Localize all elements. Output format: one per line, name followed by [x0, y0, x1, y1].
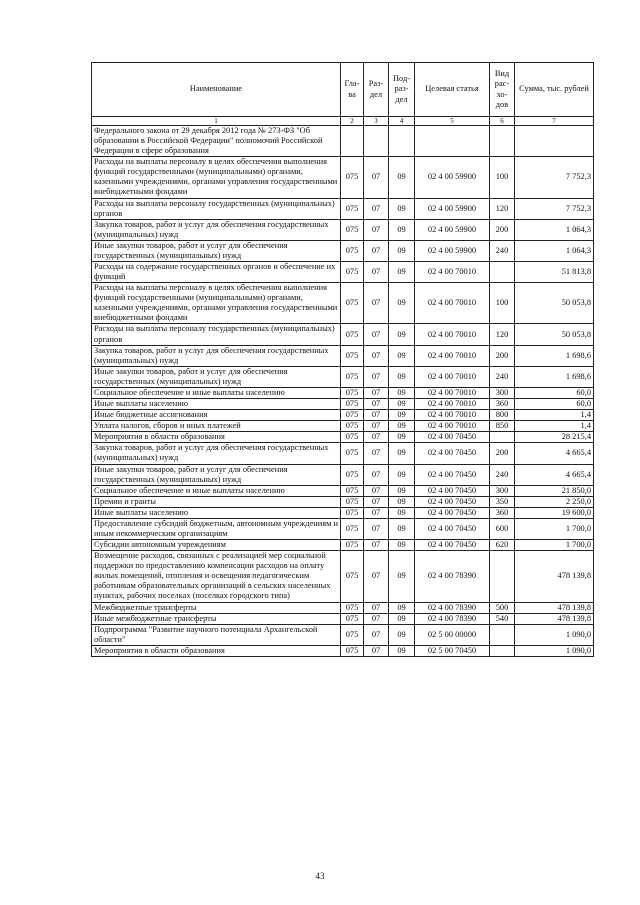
row-podrazdel: 09 — [389, 399, 415, 410]
row-summa: 478 139,8 — [515, 613, 594, 624]
column-number: 1 — [92, 117, 341, 126]
row-razdel: 07 — [364, 399, 389, 410]
row-statya: 02 4 00 70010 — [415, 324, 490, 345]
row-glava: 075 — [341, 602, 364, 613]
row-razdel: 07 — [364, 421, 389, 432]
row-glava: 075 — [341, 551, 364, 602]
row-name: Межбюджетные трансферты — [92, 602, 341, 613]
row-statya: 02 4 00 59900 — [415, 198, 490, 219]
row-statya: 02 4 00 70010 — [415, 421, 490, 432]
row-vid: 300 — [490, 387, 515, 398]
header-statya: Целевая статья — [415, 63, 490, 117]
row-podrazdel: 09 — [389, 602, 415, 613]
table-row — [92, 624, 594, 645]
table-row — [92, 399, 594, 410]
row-glava: 075 — [341, 387, 364, 398]
table-row — [92, 551, 594, 602]
row-name: Иные выплаты населению — [92, 399, 341, 410]
row-summa — [515, 126, 594, 157]
row-glava: 075 — [341, 198, 364, 219]
column-number: 5 — [415, 117, 490, 126]
table-row — [92, 518, 594, 539]
row-statya: 02 5 00 00000 — [415, 624, 490, 645]
row-podrazdel: 09 — [389, 366, 415, 387]
row-summa: 50 053,8 — [515, 283, 594, 324]
row-statya: 02 4 00 59900 — [415, 219, 490, 240]
row-statya: 02 4 00 70450 — [415, 485, 490, 496]
row-statya: 02 4 00 70010 — [415, 399, 490, 410]
row-summa: 478 139,8 — [515, 551, 594, 602]
row-summa: 1 090,0 — [515, 624, 594, 645]
row-name: Закупка товаров, работ и услуг для обеспечения государственных (муниципальных) нужд — [92, 345, 341, 366]
row-name: Федерального закона от 29 декабря 2012 года № 273-ФЗ "Об образовании в Российской Федерации" полномочий Российской Федерации в сфере образования — [92, 126, 341, 157]
row-glava: 075 — [341, 421, 364, 432]
row-vid — [490, 126, 515, 157]
row-podrazdel — [389, 126, 415, 157]
row-podrazdel: 09 — [389, 157, 415, 198]
row-statya: 02 4 00 78390 — [415, 602, 490, 613]
row-glava: 075 — [341, 540, 364, 551]
row-razdel: 07 — [364, 387, 389, 398]
row-name: Иные закупки товаров, работ и услуг для обеспечения государственных (муниципальных) нужд — [92, 240, 341, 261]
row-vid: 200 — [490, 219, 515, 240]
row-razdel: 07 — [364, 507, 389, 518]
header-glava: Гла-ва — [341, 63, 364, 117]
table-row — [92, 421, 594, 432]
row-podrazdel: 09 — [389, 496, 415, 507]
row-razdel — [364, 126, 389, 157]
column-number: 3 — [364, 117, 389, 126]
table-row — [92, 219, 594, 240]
row-vid: 600 — [490, 518, 515, 539]
table-row — [92, 613, 594, 624]
table-row — [92, 443, 594, 464]
row-statya: 02 4 00 70450 — [415, 496, 490, 507]
header-summa: Сумма, тыс. рублей — [515, 63, 594, 117]
row-name: Субсидии автономным учреждениям — [92, 540, 341, 551]
row-glava: 075 — [341, 157, 364, 198]
table-body — [92, 126, 594, 657]
row-summa: 4 665,4 — [515, 443, 594, 464]
row-glava: 075 — [341, 366, 364, 387]
row-razdel: 07 — [364, 262, 389, 283]
column-number: 7 — [515, 117, 594, 126]
row-vid: 360 — [490, 399, 515, 410]
row-vid: 240 — [490, 240, 515, 261]
row-name: Иные бюджетные ассигнования — [92, 410, 341, 421]
row-statya: 02 4 00 70450 — [415, 518, 490, 539]
row-razdel: 07 — [364, 518, 389, 539]
row-statya: 02 4 00 70010 — [415, 283, 490, 324]
row-razdel: 07 — [364, 366, 389, 387]
row-razdel: 07 — [364, 410, 389, 421]
row-podrazdel: 09 — [389, 485, 415, 496]
row-statya: 02 4 00 70010 — [415, 262, 490, 283]
row-vid: 300 — [490, 485, 515, 496]
row-statya: 02 4 00 70450 — [415, 464, 490, 485]
row-vid: 200 — [490, 443, 515, 464]
row-glava — [341, 126, 364, 157]
table-row — [92, 602, 594, 613]
row-glava: 075 — [341, 345, 364, 366]
row-vid: 120 — [490, 324, 515, 345]
row-podrazdel: 09 — [389, 551, 415, 602]
row-glava: 075 — [341, 464, 364, 485]
row-vid: 620 — [490, 540, 515, 551]
table-row — [92, 540, 594, 551]
row-vid: 350 — [490, 496, 515, 507]
table-row — [92, 324, 594, 345]
row-razdel: 07 — [364, 540, 389, 551]
row-podrazdel: 09 — [389, 613, 415, 624]
row-name: Расходы на выплаты персоналу государственных (муниципальных) органов — [92, 324, 341, 345]
row-vid: 200 — [490, 345, 515, 366]
row-podrazdel: 09 — [389, 345, 415, 366]
row-glava: 075 — [341, 219, 364, 240]
row-statya: 02 4 00 59900 — [415, 157, 490, 198]
row-name: Иные межбюджетные трансферты — [92, 613, 341, 624]
row-razdel: 07 — [364, 496, 389, 507]
row-summa: 1 700,0 — [515, 540, 594, 551]
table-row — [92, 366, 594, 387]
row-vid: 360 — [490, 507, 515, 518]
table-row — [92, 240, 594, 261]
row-name: Расходы на выплаты персоналу государственных (муниципальных) органов — [92, 198, 341, 219]
table-row — [92, 496, 594, 507]
row-vid: 100 — [490, 283, 515, 324]
column-number: 6 — [490, 117, 515, 126]
row-razdel: 07 — [364, 645, 389, 656]
row-podrazdel: 09 — [389, 283, 415, 324]
row-summa: 1 064,3 — [515, 219, 594, 240]
row-summa: 21 850,0 — [515, 485, 594, 496]
row-podrazdel: 09 — [389, 324, 415, 345]
row-glava: 075 — [341, 410, 364, 421]
row-razdel: 07 — [364, 624, 389, 645]
row-statya: 02 4 00 70450 — [415, 432, 490, 443]
row-summa: 51 813,8 — [515, 262, 594, 283]
row-glava: 075 — [341, 624, 364, 645]
row-summa: 60,0 — [515, 399, 594, 410]
row-name: Социальное обеспечение и иные выплаты населению — [92, 485, 341, 496]
row-podrazdel: 09 — [389, 518, 415, 539]
header-vid: Вид рас-хо-дов — [490, 63, 515, 117]
table-row — [92, 126, 594, 157]
row-name: Расходы на выплаты персоналу в целях обеспечения выполнения функций государственными (муниципальными) органами, казенными учреждениями, органами управления государственными внебюджетными фондами — [92, 283, 341, 324]
row-name: Уплата налогов, сборов и иных платежей — [92, 421, 341, 432]
table-row — [92, 283, 594, 324]
row-glava: 075 — [341, 443, 364, 464]
row-summa: 7 752,3 — [515, 157, 594, 198]
row-podrazdel: 09 — [389, 198, 415, 219]
row-vid: 240 — [490, 464, 515, 485]
row-name: Иные закупки товаров, работ и услуг для обеспечения государственных (муниципальных) нужд — [92, 366, 341, 387]
row-podrazdel: 09 — [389, 507, 415, 518]
column-number-row — [92, 117, 594, 126]
row-vid — [490, 645, 515, 656]
row-glava: 075 — [341, 432, 364, 443]
row-podrazdel: 09 — [389, 624, 415, 645]
budget-table — [91, 62, 594, 657]
header-name: Наименование — [92, 63, 341, 117]
row-vid: 100 — [490, 157, 515, 198]
row-summa: 50 053,8 — [515, 324, 594, 345]
row-name: Закупка товаров, работ и услуг для обеспечения государственных (муниципальных) нужд — [92, 219, 341, 240]
table-row — [92, 262, 594, 283]
row-summa: 2 250,0 — [515, 496, 594, 507]
row-summa: 1,4 — [515, 410, 594, 421]
row-summa: 1,4 — [515, 421, 594, 432]
row-razdel: 07 — [364, 283, 389, 324]
row-summa: 1 698,6 — [515, 345, 594, 366]
row-summa: 60,0 — [515, 387, 594, 398]
row-podrazdel: 09 — [389, 540, 415, 551]
header-podrazdel: Под-раз-дел — [389, 63, 415, 117]
row-razdel: 07 — [364, 464, 389, 485]
row-statya: 02 4 00 70010 — [415, 410, 490, 421]
row-statya: 02 4 00 70010 — [415, 366, 490, 387]
row-glava: 075 — [341, 645, 364, 656]
row-summa: 1 698,6 — [515, 366, 594, 387]
row-vid: 240 — [490, 366, 515, 387]
row-razdel: 07 — [364, 432, 389, 443]
row-summa: 1 064,3 — [515, 240, 594, 261]
table-row — [92, 464, 594, 485]
row-razdel: 07 — [364, 485, 389, 496]
page-number: 43 — [315, 871, 325, 881]
row-statya: 02 4 00 78390 — [415, 551, 490, 602]
row-glava: 075 — [341, 240, 364, 261]
row-vid: 800 — [490, 410, 515, 421]
row-podrazdel: 09 — [389, 219, 415, 240]
row-glava: 075 — [341, 262, 364, 283]
table-row — [92, 198, 594, 219]
row-statya: 02 4 00 70010 — [415, 345, 490, 366]
row-glava: 075 — [341, 283, 364, 324]
row-name: Иные выплаты населению — [92, 507, 341, 518]
row-razdel: 07 — [364, 551, 389, 602]
row-name: Подпрограмма "Развитие научного потенциала Архангельской области" — [92, 624, 341, 645]
row-podrazdel: 09 — [389, 410, 415, 421]
row-razdel: 07 — [364, 240, 389, 261]
row-name: Иные закупки товаров, работ и услуг для обеспечения государственных (муниципальных) нужд — [92, 464, 341, 485]
table-row — [92, 432, 594, 443]
column-number: 4 — [389, 117, 415, 126]
row-podrazdel: 09 — [389, 421, 415, 432]
row-statya: 02 4 00 78390 — [415, 613, 490, 624]
row-vid — [490, 624, 515, 645]
table-row — [92, 157, 594, 198]
table-row — [92, 410, 594, 421]
row-razdel: 07 — [364, 157, 389, 198]
table-row — [92, 645, 594, 656]
row-statya — [415, 126, 490, 157]
row-razdel: 07 — [364, 613, 389, 624]
row-razdel: 07 — [364, 324, 389, 345]
row-summa: 1 090,0 — [515, 645, 594, 656]
row-glava: 075 — [341, 324, 364, 345]
row-podrazdel: 09 — [389, 464, 415, 485]
header-row — [92, 63, 594, 117]
row-summa: 1 700,0 — [515, 518, 594, 539]
row-razdel: 07 — [364, 219, 389, 240]
row-name: Мероприятия в области образования — [92, 645, 341, 656]
row-statya: 02 4 00 70450 — [415, 540, 490, 551]
row-statya: 02 4 00 70450 — [415, 443, 490, 464]
row-vid — [490, 262, 515, 283]
row-glava: 075 — [341, 507, 364, 518]
row-statya: 02 4 00 59900 — [415, 240, 490, 261]
row-name: Премии и гранты — [92, 496, 341, 507]
row-summa: 4 665,4 — [515, 464, 594, 485]
row-vid — [490, 432, 515, 443]
row-podrazdel: 09 — [389, 262, 415, 283]
column-number: 2 — [341, 117, 364, 126]
row-razdel: 07 — [364, 602, 389, 613]
row-summa: 478 139,8 — [515, 602, 594, 613]
row-summa: 19 600,0 — [515, 507, 594, 518]
table-row — [92, 345, 594, 366]
row-name: Мероприятия в области образования — [92, 432, 341, 443]
row-summa: 28 215,4 — [515, 432, 594, 443]
table-row — [92, 507, 594, 518]
row-razdel: 07 — [364, 345, 389, 366]
row-glava: 075 — [341, 518, 364, 539]
table-row — [92, 485, 594, 496]
row-glava: 075 — [341, 485, 364, 496]
row-statya: 02 5 00 70450 — [415, 645, 490, 656]
row-name: Предоставление субсидий бюджетным, автономным учреждениям и иным некоммерческим организациям — [92, 518, 341, 539]
row-name: Закупка товаров, работ и услуг для обеспечения государственных (муниципальных) нужд — [92, 443, 341, 464]
row-summa: 7 752,3 — [515, 198, 594, 219]
row-glava: 075 — [341, 613, 364, 624]
table-row — [92, 387, 594, 398]
row-statya: 02 4 00 70010 — [415, 387, 490, 398]
row-name: Расходы на содержание государственных органов и обеспечение их функций — [92, 262, 341, 283]
row-podrazdel: 09 — [389, 443, 415, 464]
row-glava: 075 — [341, 399, 364, 410]
row-podrazdel: 09 — [389, 432, 415, 443]
header-razdel: Раз-дел — [364, 63, 389, 117]
row-vid — [490, 551, 515, 602]
row-podrazdel: 09 — [389, 645, 415, 656]
row-razdel: 07 — [364, 198, 389, 219]
row-vid: 500 — [490, 602, 515, 613]
row-podrazdel: 09 — [389, 240, 415, 261]
row-vid: 540 — [490, 613, 515, 624]
row-podrazdel: 09 — [389, 387, 415, 398]
row-vid: 850 — [490, 421, 515, 432]
row-name: Расходы на выплаты персоналу в целях обеспечения выполнения функций государственными (муниципальными) органами, казенными учреждениями, органами управления государственными внебюджетными фондами — [92, 157, 341, 198]
row-name: Возмещение расходов, связанных с реализацией мер социальной поддержки по предоставлению компенсации расходов на оплату жилых помещений, отопления и освещения педагогическим работникам образовательных организаций в сельских населенных пунктах, рабочих поселках (поселках городского типа) — [92, 551, 341, 602]
row-name: Социальное обеспечение и иные выплаты населению — [92, 387, 341, 398]
row-vid: 120 — [490, 198, 515, 219]
row-razdel: 07 — [364, 443, 389, 464]
row-statya: 02 4 00 70450 — [415, 507, 490, 518]
row-glava: 075 — [341, 496, 364, 507]
